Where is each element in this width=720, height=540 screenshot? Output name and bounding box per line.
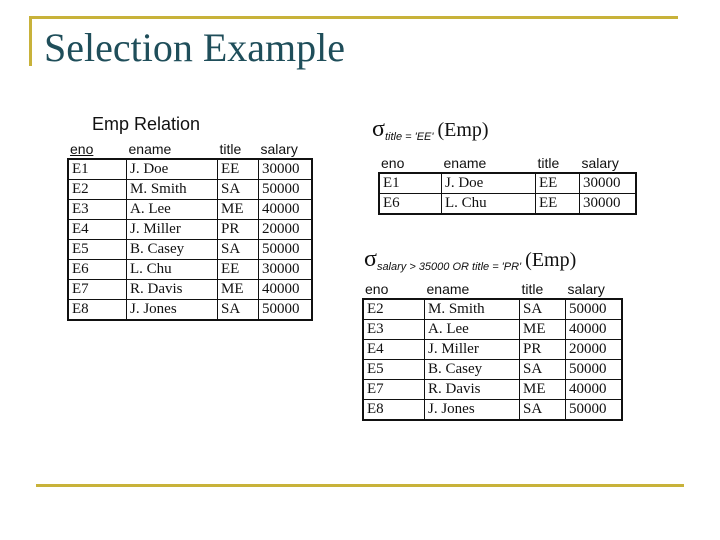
table-cell: SA — [520, 299, 566, 320]
table-cell: 40000 — [259, 280, 313, 300]
table-cell: E3 — [363, 320, 425, 340]
selection-relation: (Emp) — [437, 119, 489, 141]
column-header-salary: salary — [567, 281, 605, 297]
table-row — [379, 194, 636, 215]
selection-expression-1 — [372, 116, 489, 143]
table-row — [68, 200, 312, 220]
column-header-ename: ename — [443, 155, 487, 171]
selection-condition: salary > 35000 OR title = 'PR' — [376, 261, 522, 274]
selection-expression-2 — [364, 246, 576, 273]
table-cell: E2 — [363, 299, 425, 320]
table-row — [363, 299, 622, 320]
column-header-eno: eno — [70, 141, 94, 157]
table-cell: E7 — [363, 380, 425, 400]
table-cell: E5 — [363, 360, 425, 380]
table-cell: E7 — [68, 280, 127, 300]
table-cell: 30000 — [259, 260, 313, 280]
table-cell: E6 — [68, 260, 127, 280]
table-cell: E1 — [68, 159, 127, 180]
emp-relation-table — [67, 140, 313, 321]
table-cell: R. Davis — [127, 280, 218, 300]
table-cell: J. Doe — [442, 173, 536, 194]
table-cell: 50000 — [259, 180, 313, 200]
table-cell: J. Jones — [127, 300, 218, 321]
accent-line-left — [29, 16, 32, 66]
table-body — [68, 159, 312, 320]
table-cell: 20000 — [259, 220, 313, 240]
table-row — [68, 260, 312, 280]
table-cell: 50000 — [566, 360, 623, 380]
table-cell: EE — [218, 260, 259, 280]
table-cell: 30000 — [580, 194, 637, 215]
table-cell: E8 — [68, 300, 127, 321]
table-body — [379, 173, 636, 214]
table-body — [363, 299, 622, 420]
table-row — [363, 340, 622, 360]
table-cell: EE — [218, 159, 259, 180]
table-cell: SA — [520, 360, 566, 380]
selection-condition: title = 'EE' — [384, 131, 434, 144]
table-row — [363, 380, 622, 400]
selection-result-table-2 — [362, 280, 623, 421]
table-row — [68, 220, 312, 240]
table-cell: 50000 — [259, 240, 313, 260]
table-cell: ME — [520, 320, 566, 340]
column-header-title: title — [521, 281, 544, 297]
table-cell: ME — [218, 200, 259, 220]
table-cell: 20000 — [566, 340, 623, 360]
table-row — [68, 180, 312, 200]
column-header-salary: salary — [260, 141, 298, 157]
column-header-eno: eno — [365, 281, 389, 297]
table-cell: E8 — [363, 400, 425, 421]
table-cell: B. Casey — [127, 240, 218, 260]
table-cell: EE — [536, 194, 580, 215]
table-row — [68, 240, 312, 260]
sigma-symbol: σ — [364, 246, 377, 272]
table-cell: E4 — [363, 340, 425, 360]
column-header-ename: ename — [426, 281, 470, 297]
table-cell: 40000 — [566, 320, 623, 340]
column-header-eno: eno — [381, 155, 405, 171]
table-row — [379, 173, 636, 194]
table-cell: EE — [536, 173, 580, 194]
table-row — [68, 159, 312, 180]
column-header-title: title — [537, 155, 560, 171]
table-cell: L. Chu — [127, 260, 218, 280]
table-cell: PR — [520, 340, 566, 360]
table-cell: ME — [520, 380, 566, 400]
table-cell: SA — [218, 240, 259, 260]
table-cell: 50000 — [566, 400, 623, 421]
table-row — [68, 280, 312, 300]
column-header-ename: ename — [128, 141, 172, 157]
table-cell: 50000 — [566, 299, 623, 320]
table-cell: E4 — [68, 220, 127, 240]
table-cell: A. Lee — [127, 200, 218, 220]
table-row — [363, 400, 622, 421]
selection-result-table-1 — [378, 154, 637, 215]
table-cell: 40000 — [566, 380, 623, 400]
table-cell: SA — [218, 180, 259, 200]
table-cell: E6 — [379, 194, 442, 215]
table-cell: J. Doe — [127, 159, 218, 180]
table-cell: J. Miller — [425, 340, 520, 360]
table-cell: SA — [218, 300, 259, 321]
accent-line-bottom — [36, 484, 684, 487]
table-cell: E2 — [68, 180, 127, 200]
accent-line-top — [29, 16, 678, 19]
table-row — [68, 300, 312, 321]
table-cell: M. Smith — [127, 180, 218, 200]
table-cell: PR — [218, 220, 259, 240]
column-header-title: title — [219, 141, 242, 157]
table-cell: 30000 — [259, 159, 313, 180]
table-cell: J. Jones — [425, 400, 520, 421]
table-row — [363, 320, 622, 340]
table-cell: 40000 — [259, 200, 313, 220]
column-header-salary: salary — [581, 155, 619, 171]
table-cell: J. Miller — [127, 220, 218, 240]
emp-relation-caption: Emp Relation — [92, 114, 201, 134]
table-row — [363, 360, 622, 380]
table-cell: 50000 — [259, 300, 313, 321]
table-cell: E1 — [379, 173, 442, 194]
table-cell: B. Casey — [425, 360, 520, 380]
table-cell: E5 — [68, 240, 127, 260]
sigma-symbol: σ — [372, 116, 385, 142]
table-cell: SA — [520, 400, 566, 421]
table-cell: M. Smith — [425, 299, 520, 320]
table-cell: L. Chu — [442, 194, 536, 215]
table-cell: A. Lee — [425, 320, 520, 340]
selection-relation: (Emp) — [525, 249, 577, 271]
table-cell: R. Davis — [425, 380, 520, 400]
table-cell: ME — [218, 280, 259, 300]
table-cell: 30000 — [580, 173, 637, 194]
slide-title: Selection Example — [44, 25, 346, 70]
table-cell: E3 — [68, 200, 127, 220]
